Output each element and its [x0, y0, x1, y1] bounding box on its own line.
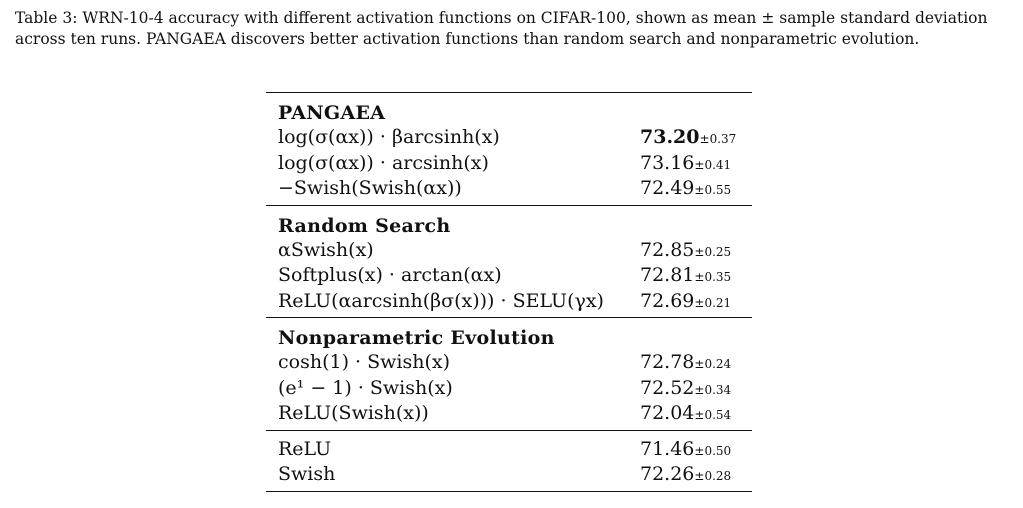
- section-title-pangaea: PANGAEA: [278, 102, 386, 124]
- table-row: [278, 176, 740, 202]
- accuracy-value: [640, 263, 740, 290]
- pm-symbol: ±: [694, 443, 705, 458]
- pm-symbol: ±: [694, 408, 705, 422]
- activation-function: Swish: [278, 463, 336, 485]
- activation-function: −Swish(Swish(αx)): [278, 177, 462, 199]
- activation-function: log(σ(αx)) · βarcsinh(x): [278, 126, 500, 148]
- accuracy-sd: 0.54: [704, 408, 732, 422]
- activation-function: ReLU(Swish(x)): [278, 402, 429, 424]
- pm-symbol: ±: [694, 382, 705, 397]
- accuracy-value: [640, 350, 740, 377]
- activation-function: ReLU: [278, 437, 332, 460]
- table-row: [278, 401, 740, 427]
- bottom-rule: [266, 491, 752, 492]
- accuracy-mean: 72.85: [640, 238, 695, 261]
- activation-function: cosh(1) · Swish(x): [278, 351, 450, 373]
- pm-symbol: ±: [694, 295, 705, 310]
- accuracy-sd: 0.28: [704, 469, 732, 483]
- accuracy-sd: 0.34: [704, 382, 732, 397]
- section-title-random-search: Random Search: [278, 214, 451, 237]
- pm-symbol: ±: [694, 357, 705, 371]
- accuracy-mean: 72.26: [640, 463, 695, 485]
- section-random-search: [266, 206, 752, 318]
- section-nonparametric: [266, 318, 752, 430]
- pm-symbol: ±: [694, 244, 705, 259]
- accuracy-value: [640, 437, 740, 464]
- pm-symbol: ±: [699, 132, 710, 146]
- table-row: [278, 125, 740, 151]
- table-row: [278, 437, 740, 463]
- accuracy-value: [640, 376, 740, 403]
- table-row: [278, 462, 740, 488]
- accuracy-mean: 72.49: [640, 177, 695, 199]
- accuracy-value: [640, 401, 740, 428]
- table-row: [278, 376, 740, 402]
- accuracy-sd: 0.55: [704, 183, 732, 197]
- activation-function: αSwish(x): [278, 238, 374, 261]
- accuracy-sd: 0.24: [704, 357, 732, 371]
- accuracy-value: [640, 176, 740, 203]
- table-caption: Table 3: WRN-10-4 accuracy with different activation functions on CIFAR-100, shown as mean ± sample standard deviation across ten runs. PANGAEA discovers better activation functions than random search and nonparametric evolution.: [15, 9, 988, 48]
- table-row: [278, 151, 740, 177]
- pm-symbol: ±: [694, 469, 705, 483]
- accuracy-mean: 72.52: [640, 376, 695, 399]
- accuracy-mean: 72.69: [640, 289, 695, 312]
- pm-symbol: ±: [694, 270, 705, 284]
- accuracy-sd: 0.25: [704, 244, 732, 259]
- accuracy-mean: 72.81: [640, 264, 695, 286]
- accuracy-value: [640, 238, 740, 265]
- accuracy-mean: 73.16: [640, 151, 695, 174]
- activation-function: log(σ(αx)) · arcsinh(x): [278, 151, 489, 174]
- section-title-nonparametric: Nonparametric Evolution: [278, 327, 555, 349]
- pm-symbol: ±: [694, 157, 705, 172]
- accuracy-sd: 0.35: [704, 270, 732, 284]
- table-row: [278, 350, 740, 376]
- results-table: [266, 92, 752, 492]
- activation-function: ReLU(αarcsinh(βσ(x))) · SELU(γx): [278, 289, 604, 312]
- accuracy-mean: 71.46: [640, 437, 695, 460]
- accuracy-value: [640, 151, 740, 178]
- accuracy-sd: 0.37: [709, 132, 737, 146]
- section-pangaea: [266, 93, 752, 205]
- pm-symbol: ±: [694, 183, 705, 197]
- accuracy-mean: 72.04: [640, 402, 695, 424]
- accuracy-mean: 73.20: [640, 126, 700, 148]
- activation-function: Softplus(x) · arctan(αx): [278, 264, 502, 286]
- accuracy-sd: 0.21: [704, 295, 732, 310]
- accuracy-value: [640, 462, 740, 489]
- accuracy-value: [640, 289, 740, 316]
- table-row: [278, 289, 740, 315]
- accuracy-sd: 0.50: [704, 443, 732, 458]
- accuracy-sd: 0.41: [704, 157, 732, 172]
- table-row: [278, 238, 740, 264]
- activation-function: (e¹ − 1) · Swish(x): [278, 376, 453, 399]
- table-row: [278, 263, 740, 289]
- accuracy-mean: 72.78: [640, 351, 695, 373]
- section-baselines: [266, 431, 752, 491]
- accuracy-value: [640, 125, 740, 152]
